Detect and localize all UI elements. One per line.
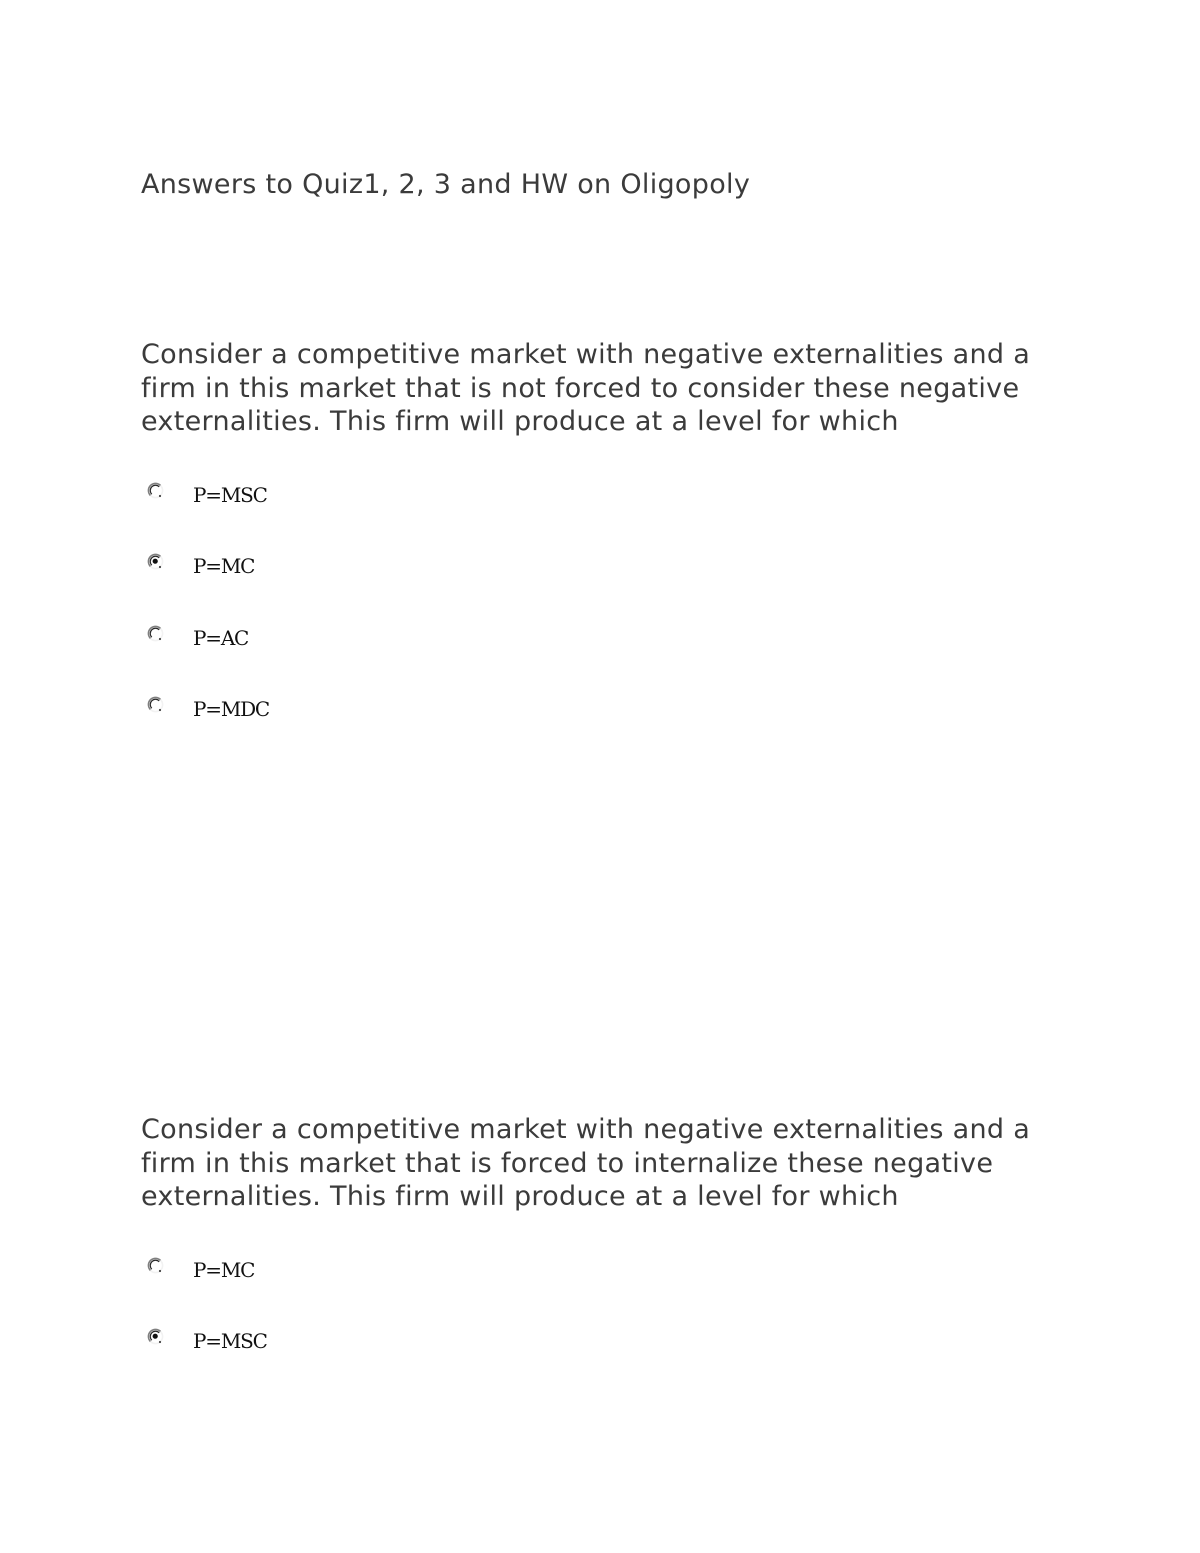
- question-1: [141, 338, 1081, 762]
- radio-selected-dot: [153, 1334, 158, 1339]
- answer-option[interactable]: [141, 476, 1081, 548]
- answer-option-label: P=MSC: [193, 1329, 267, 1353]
- answer-option[interactable]: [141, 619, 1081, 691]
- question-text: Consider a competitive market with negative externalities and a firm in this market that is not forced to consider these negative externalities. This firm will produce at a level for which: [141, 339, 1031, 437]
- page-title: Answers to Quiz1, 2, 3 and HW on Oligopoly: [141, 169, 751, 200]
- answer-option-label: P=MC: [193, 1257, 255, 1282]
- radio-button-selected-icon[interactable]: [147, 553, 164, 570]
- radio-button-icon[interactable]: [147, 1257, 164, 1274]
- radio-button-selected-icon[interactable]: [147, 1328, 164, 1345]
- radio-button-icon[interactable]: [147, 625, 164, 642]
- answer-option-label: P=MC: [193, 554, 255, 578]
- answer-option[interactable]: [141, 1322, 1081, 1394]
- answer-options: [141, 476, 1081, 762]
- radio-button-icon[interactable]: [147, 482, 164, 499]
- question-text: Consider a competitive market with negative externalities and a firm in this market that is forced to internalize these negative externalities. This firm will produce at a level for which: [141, 1114, 1031, 1212]
- answer-option[interactable]: [141, 690, 1081, 762]
- radio-selected-dot: [153, 559, 158, 564]
- question-2: [141, 1113, 1081, 1394]
- answer-option-label: P=MSC: [193, 482, 267, 507]
- answer-options: [141, 1251, 1081, 1394]
- answer-option[interactable]: [141, 1251, 1081, 1323]
- answer-option[interactable]: [141, 547, 1081, 619]
- answer-option-label: P=MDC: [193, 697, 270, 721]
- radio-button-icon[interactable]: [147, 696, 164, 713]
- answer-option-label: P=AC: [193, 625, 249, 650]
